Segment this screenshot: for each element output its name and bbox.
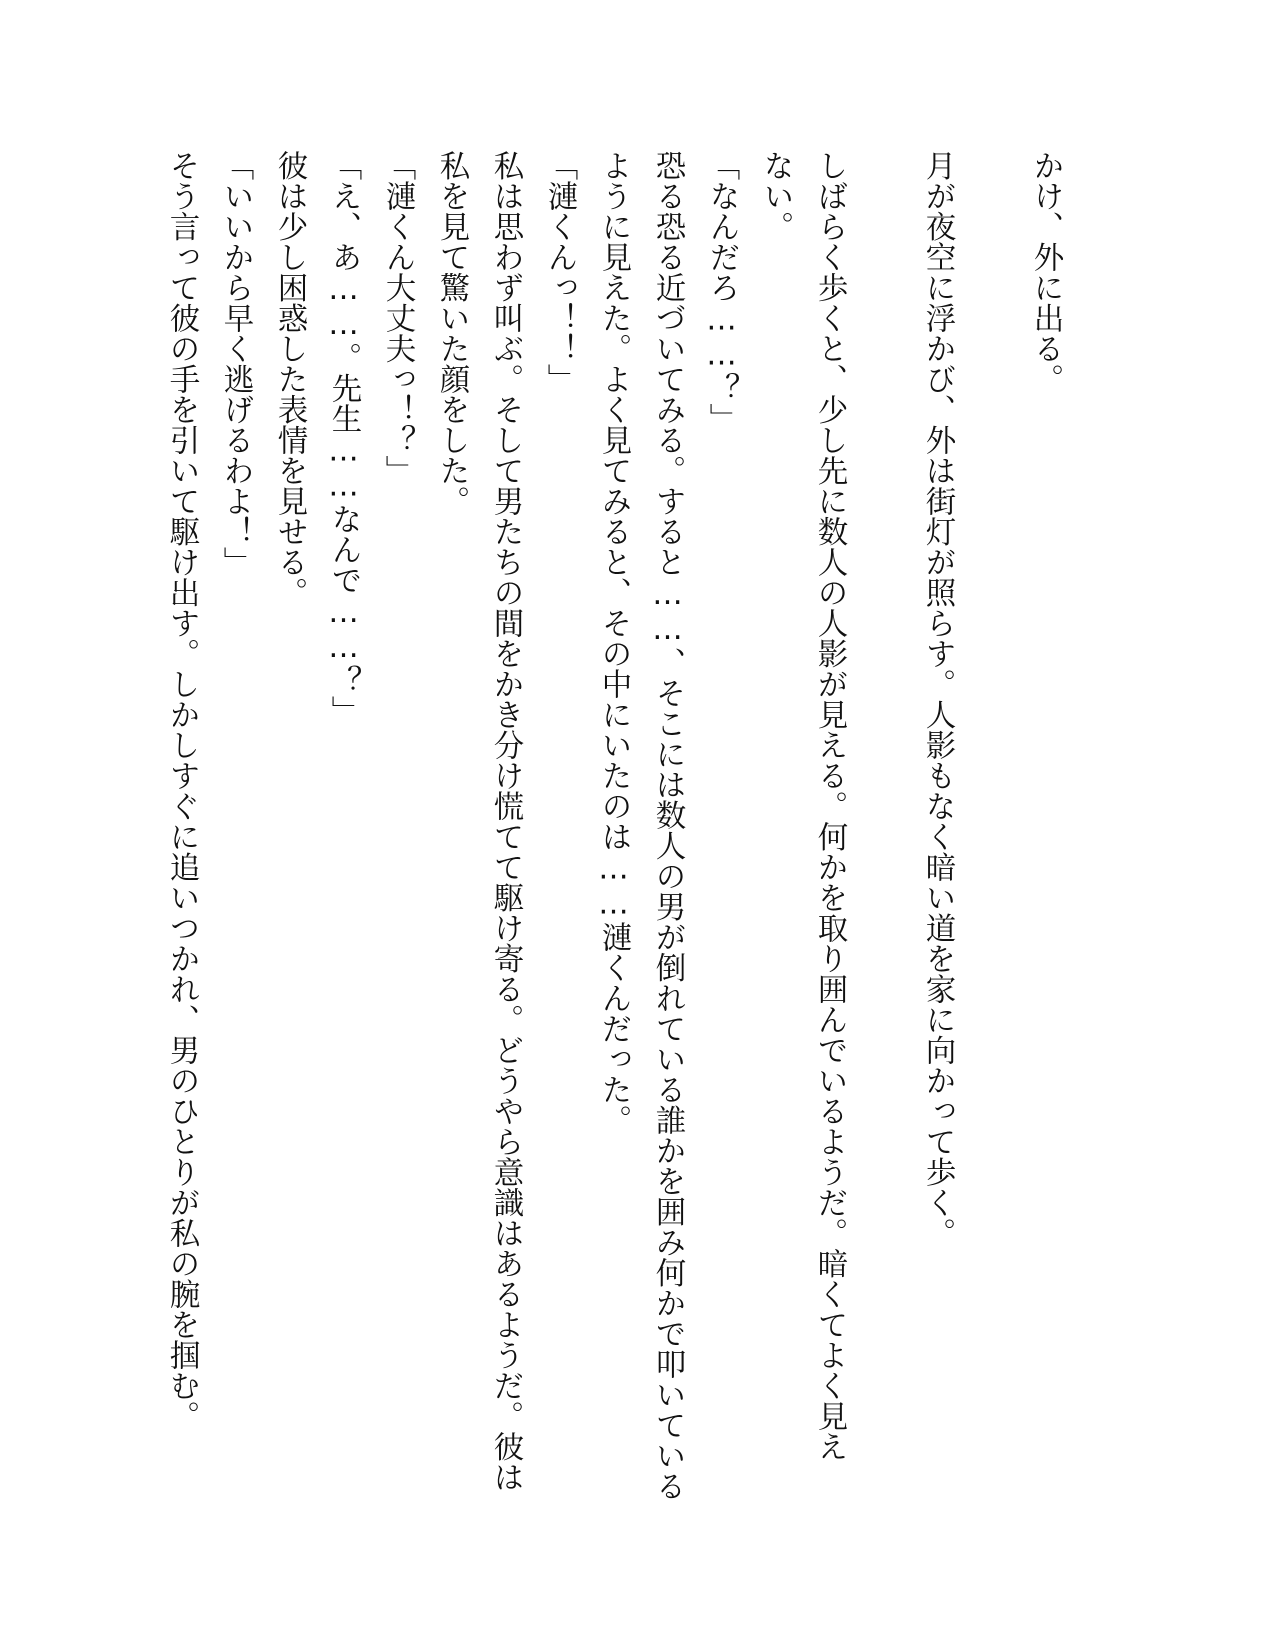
- text-line-14: 「え、あ……。先生……なんで……？」: [326, 150, 361, 726]
- text-line-7: 「なんだろ……？」: [704, 150, 739, 434]
- text-line-15: 彼は少し困惑した表情を見せる。: [272, 150, 307, 608]
- text-line-8: 恐る恐る近づいてみる。すると……、そこには数人の男が倒れている誰かを囲み何かで叩いている: [650, 150, 685, 1501]
- text-line-4: [863, 150, 903, 1520]
- text-line-17: そう言って彼の手を引いて駆け出す。しかしすぐに追いつかれ、男のひとりが私の腕を掴む。: [164, 150, 199, 1431]
- text-line-11: 私は思わず叫ぶ。そして男たちの間をかき分け慌てて駆け寄る。どうやら意識はあるようだ。彼は: [488, 150, 523, 1492]
- text-line-9: ように見えた。よく見てみると、その中にいたのは……漣くんだった。: [596, 150, 631, 1135]
- text-line-13: 「漣くん大丈夫っ！？」: [380, 150, 415, 486]
- text-line-16: 「いいから早く逃げるわよ！」: [218, 150, 253, 577]
- text-line-12: 私を見て驚いた顔をした。: [434, 150, 469, 516]
- text-line-2: [971, 150, 1011, 1520]
- text-line-3: 月が夜空に浮かび、外は街灯が照らす。人影もなく暗い道を家に向かって歩く。: [920, 150, 955, 1248]
- text-line-6: ない。: [758, 150, 793, 242]
- text-line-1: かけ、外に出る。: [1028, 150, 1063, 394]
- text-line-5: しばらく歩くと、少し先に数人の人影が見える。何かを取り囲んでいるようだ。暗くてよく見え: [812, 150, 847, 1462]
- text-line-10: 「漣くんっ！！」: [542, 150, 577, 394]
